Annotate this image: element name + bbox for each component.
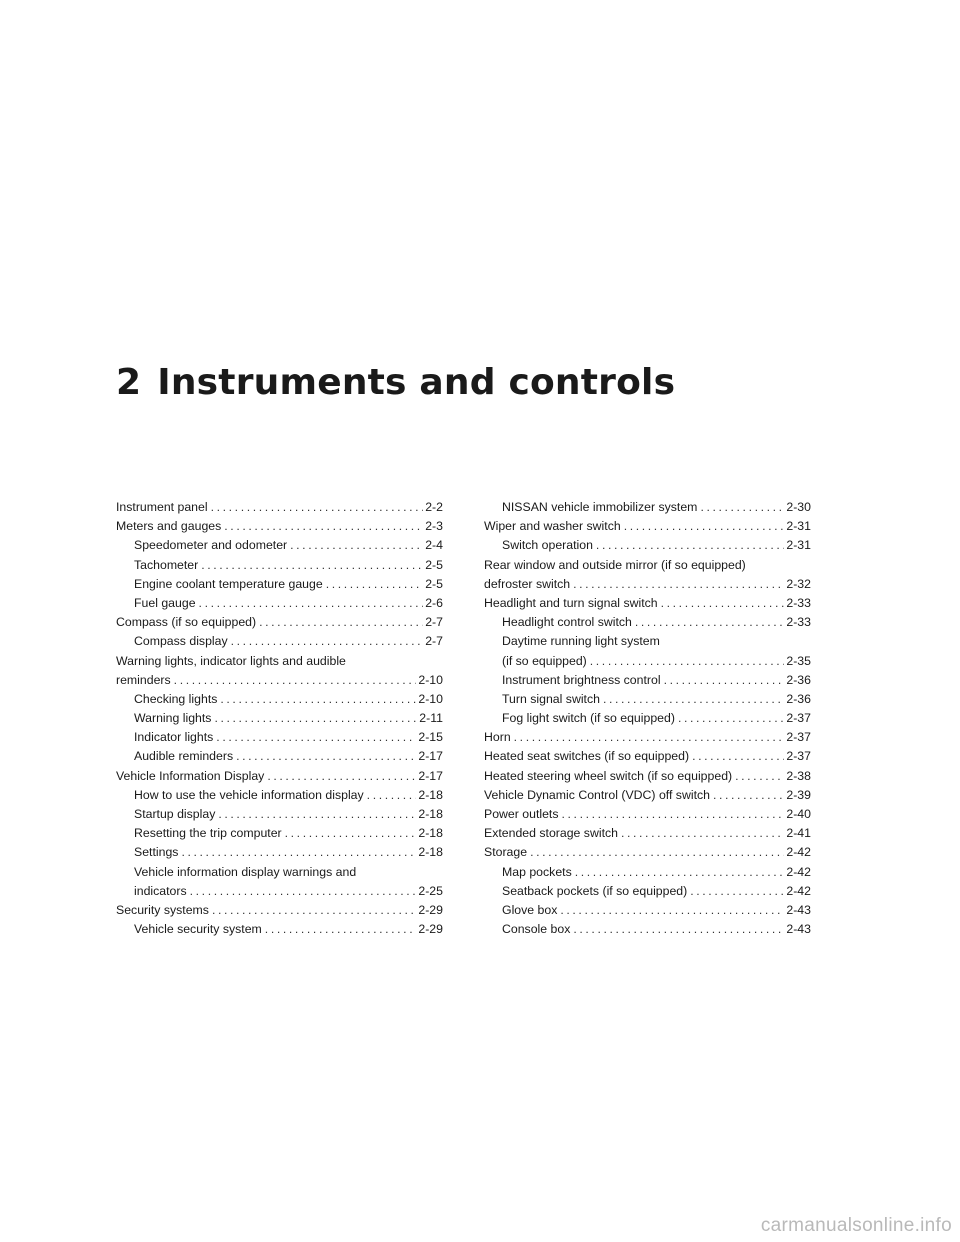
toc-entry-title: Vehicle security system — [134, 922, 262, 937]
toc-entry[interactable] — [484, 805, 811, 824]
toc-leader-dots — [171, 671, 417, 690]
toc-entry-title: Instrument panel — [116, 500, 208, 514]
toc-entry[interactable] — [484, 728, 811, 747]
toc-entry[interactable] — [116, 920, 443, 939]
toc-entry[interactable] — [116, 671, 443, 690]
toc-entry-title: Fog light switch (if so equipped) — [502, 711, 675, 726]
toc-entry[interactable] — [484, 671, 811, 690]
toc-entry[interactable] — [116, 901, 443, 920]
toc-leader-dots — [264, 767, 416, 786]
toc-entry[interactable] — [116, 498, 443, 517]
toc-entry-title: Warning lights — [134, 711, 212, 726]
toc-entry-title: Compass display — [134, 634, 228, 649]
toc-entry[interactable] — [116, 613, 443, 632]
toc-entry[interactable] — [484, 556, 811, 575]
toc-entry-page: 2-29 — [418, 922, 443, 937]
toc-entry[interactable] — [484, 709, 811, 728]
toc-entry-page: 2-6 — [425, 595, 443, 610]
toc-entry-title: indicators — [134, 883, 187, 898]
toc-entry-page: 2-37 — [786, 711, 811, 726]
toc-entry[interactable] — [484, 901, 811, 920]
toc-entry-title: Settings — [134, 845, 179, 860]
toc-entry-title: Heated steering wheel switch (if so equipped) — [484, 768, 733, 783]
toc-entry[interactable] — [116, 575, 443, 594]
toc-entry-title: Daytime running light system — [502, 634, 660, 649]
toc-entry[interactable] — [116, 747, 443, 766]
toc-entry-title: Power outlets — [484, 807, 559, 821]
toc-entry[interactable] — [116, 863, 443, 882]
toc-leader-dots — [217, 690, 416, 709]
toc-leader-dots — [621, 517, 785, 536]
toc-entry-page: 2-33 — [786, 595, 811, 610]
toc-leader-dots — [600, 690, 784, 709]
toc-entry[interactable] — [116, 536, 443, 555]
toc-entry-title: Vehicle information display warnings and — [134, 864, 357, 879]
toc-entry-page: 2-10 — [418, 691, 443, 706]
toc-leader-dots — [511, 728, 785, 747]
toc-entry[interactable] — [116, 824, 443, 843]
toc-entry-page: 2-30 — [786, 500, 811, 514]
toc-leader-dots — [570, 920, 784, 939]
toc-leader-dots — [211, 709, 417, 728]
toc-leader-dots — [710, 786, 784, 805]
toc-entry[interactable] — [116, 652, 443, 671]
toc-leader-dots — [661, 671, 785, 690]
toc-entry-page: 2-17 — [418, 749, 443, 764]
toc-entry-title: reminders — [116, 672, 171, 687]
toc-entry[interactable] — [484, 920, 811, 939]
toc-entry-page: 2-10 — [418, 672, 443, 687]
toc-leader-dots — [282, 824, 417, 843]
toc-entry-page: 2-36 — [786, 672, 811, 687]
toc-leader-dots — [587, 652, 785, 671]
toc-entry-title: Meters and gauges — [116, 519, 222, 534]
toc-entry-title: Resetting the trip computer — [134, 826, 282, 841]
toc-entry[interactable] — [116, 632, 443, 651]
watermark-text: carmanualsonline.info — [760, 1215, 952, 1236]
toc-entry-page: 2-18 — [418, 787, 443, 802]
toc-leader-dots — [209, 901, 416, 920]
toc-entry[interactable] — [116, 556, 443, 575]
toc-entry-title: (if so equipped) — [502, 653, 587, 668]
toc-entry-page: 2-3 — [425, 519, 443, 534]
toc-entry-title: Storage — [484, 845, 528, 860]
toc-entry[interactable] — [484, 747, 811, 766]
toc-entry-page: 2-4 — [425, 538, 443, 553]
toc-entry[interactable] — [116, 767, 443, 786]
toc-leader-dots — [198, 556, 423, 575]
toc-entry-title: Wiper and washer switch — [484, 519, 621, 534]
toc-entry[interactable] — [484, 690, 811, 709]
toc-entry[interactable] — [484, 843, 811, 862]
chapter-heading — [116, 362, 675, 403]
toc-entry[interactable] — [116, 728, 443, 747]
toc-entry-page: 2-42 — [786, 845, 811, 860]
toc-leader-dots — [187, 882, 417, 901]
toc-leader-dots — [559, 805, 785, 824]
toc-entry-title: Compass (if so equipped) — [116, 615, 257, 630]
toc-leader-dots — [732, 767, 784, 786]
toc-entry-title: Speedometer and odometer — [134, 538, 288, 553]
toc-entry[interactable] — [484, 594, 811, 613]
toc-entry-page: 2-43 — [786, 922, 811, 937]
toc-entry-title: Switch operation — [502, 538, 593, 553]
toc-entry[interactable] — [484, 786, 811, 805]
toc-entry[interactable] — [116, 594, 443, 613]
toc-entry-title: defroster switch — [484, 576, 571, 591]
toc-entry-title: Headlight and turn signal switch — [484, 595, 658, 610]
toc-leader-dots — [557, 901, 784, 920]
toc-left-column — [116, 498, 443, 939]
toc-entry-title: Audible reminders — [134, 749, 234, 764]
toc-entry-page: 2-33 — [786, 615, 811, 630]
toc-leader-dots — [570, 575, 784, 594]
toc-entry-page: 2-31 — [786, 519, 811, 534]
toc-entry-page: 2-38 — [786, 768, 811, 783]
toc-entry-page: 2-42 — [786, 864, 811, 879]
toc-entry-title: NISSAN vehicle immobilizer system — [502, 500, 698, 514]
toc-leader-dots — [687, 882, 784, 901]
toc-entry-page: 2-7 — [425, 615, 443, 630]
toc-leader-dots — [675, 709, 784, 728]
toc-entry[interactable] — [484, 613, 811, 632]
toc-entry-page: 2-41 — [786, 826, 811, 841]
toc-entry-page: 2-2 — [425, 500, 443, 514]
toc-leader-dots — [221, 517, 423, 536]
toc-entry-title: Seatback pockets (if so equipped) — [502, 883, 688, 898]
toc-entry[interactable] — [484, 632, 811, 651]
toc-leader-dots — [364, 786, 417, 805]
toc-leader-dots — [689, 747, 784, 766]
toc-entry-title: Engine coolant temperature gauge — [134, 576, 323, 591]
toc-entry[interactable] — [484, 652, 811, 671]
toc-entry[interactable] — [484, 536, 811, 555]
toc-entry[interactable] — [484, 767, 811, 786]
toc-entry-page: 2-25 — [418, 883, 443, 898]
toc-entry-title: Vehicle Dynamic Control (VDC) off switch — [484, 787, 710, 802]
toc-entry-page: 2-40 — [786, 807, 811, 821]
toc-entry[interactable] — [116, 690, 443, 709]
toc-entry-title: Headlight control switch — [502, 615, 632, 630]
toc-entry-page: 2-37 — [786, 749, 811, 764]
toc-entry-title: How to use the vehicle information display — [134, 787, 364, 802]
toc-leader-dots — [572, 863, 785, 882]
toc-entry-page: 2-17 — [418, 768, 443, 783]
toc-entry-page: 2-5 — [425, 557, 443, 572]
toc-entry-page: 2-39 — [786, 787, 811, 802]
toc-entry[interactable] — [116, 786, 443, 805]
toc-leader-dots — [228, 632, 424, 651]
toc-entry-title: Fuel gauge — [134, 595, 196, 610]
toc-leader-dots — [256, 613, 423, 632]
toc-entry-title: Tachometer — [134, 557, 199, 572]
toc-leader-dots — [196, 594, 424, 613]
toc-entry[interactable] — [484, 882, 811, 901]
toc-entry-title: Turn signal switch — [502, 691, 600, 706]
toc-entry-page: 2-31 — [786, 538, 811, 553]
toc-entry-title: Map pockets — [502, 864, 572, 879]
toc-leader-dots — [618, 824, 784, 843]
toc-entry-page: 2-7 — [425, 634, 443, 649]
toc-entry-page: 2-29 — [418, 902, 443, 917]
toc-entry-page: 2-15 — [418, 730, 443, 745]
toc-leader-dots — [527, 843, 784, 862]
toc-leader-dots — [215, 805, 416, 824]
toc-leader-dots — [287, 536, 423, 555]
toc-leader-dots — [632, 613, 785, 632]
toc-entry-page: 2-35 — [786, 653, 811, 668]
toc-entry-title: Vehicle Information Display — [116, 768, 265, 783]
toc-leader-dots — [323, 575, 424, 594]
toc-leader-dots — [233, 747, 416, 766]
toc-entry[interactable] — [116, 517, 443, 536]
toc-entry-title: Checking lights — [134, 691, 218, 706]
toc-entry-page: 2-5 — [425, 576, 443, 591]
toc-entry[interactable] — [484, 824, 811, 843]
toc-entry-title: Heated seat switches (if so equipped) — [484, 749, 690, 764]
chapter-number: 2 — [116, 362, 142, 403]
toc-entry[interactable] — [116, 805, 443, 824]
toc-entry-page: 2-32 — [786, 576, 811, 591]
toc-entry-page: 2-18 — [418, 845, 443, 860]
toc-leader-dots — [213, 728, 416, 747]
toc-leader-dots — [697, 498, 784, 517]
toc-entry-page: 2-36 — [786, 691, 811, 706]
toc-entry[interactable] — [484, 863, 811, 882]
toc-entry[interactable] — [116, 843, 443, 862]
toc-entry-title: Warning lights, indicator lights and audible — [116, 653, 346, 668]
toc-entry-title: Glove box — [502, 902, 558, 917]
toc-leader-dots — [178, 843, 416, 862]
toc-entry-page: 2-43 — [786, 902, 811, 917]
toc-entry-title: Security systems — [116, 902, 209, 917]
toc-entry-title: Horn — [484, 730, 511, 745]
toc-entry-page: 2-42 — [786, 883, 811, 898]
toc-entry[interactable] — [484, 517, 811, 536]
toc-entry-title: Instrument brightness control — [502, 672, 661, 687]
chapter-title: Instruments and controls — [157, 362, 676, 403]
toc-leader-dots — [593, 536, 784, 555]
toc-right-column — [484, 498, 811, 939]
toc-entry-title: Rear window and outside mirror (if so equipped) — [484, 557, 746, 572]
toc-entry-page: 2-11 — [419, 711, 443, 726]
toc-entry-page: 2-18 — [418, 826, 443, 841]
toc-entry-page: 2-18 — [418, 807, 443, 821]
toc-entry-title: Extended storage switch — [484, 826, 618, 841]
toc-entry[interactable] — [484, 575, 811, 594]
toc-leader-dots — [208, 498, 424, 517]
toc-leader-dots — [658, 594, 785, 613]
toc-leader-dots — [262, 920, 417, 939]
toc-entry[interactable] — [116, 882, 443, 901]
toc-entry-page: 2-37 — [786, 730, 811, 745]
toc-entry[interactable] — [116, 709, 443, 728]
toc-entry-title: Startup display — [134, 807, 216, 821]
toc-entry-title: Indicator lights — [134, 730, 214, 745]
toc-entry[interactable] — [484, 498, 811, 517]
toc-entry-title: Console box — [502, 922, 571, 937]
